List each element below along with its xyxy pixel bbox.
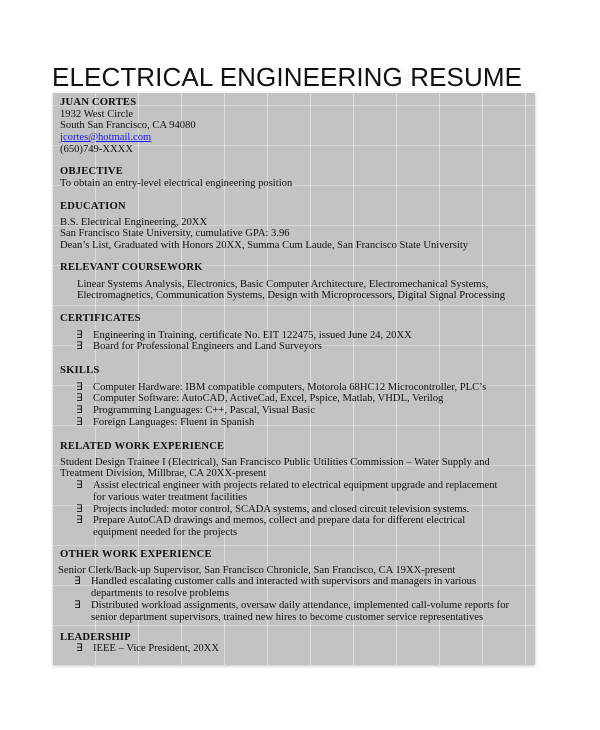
- bullet-icon: ∃: [76, 416, 83, 428]
- coursework-line: Linear Systems Analysis, Electronics, Basic Computer Architecture, Electromechanical Systems,: [77, 278, 489, 290]
- job-title: Senior Clerk/Back-up Supervisor, San Francisco Chronicle, San Francisco, CA 19XX-present: [58, 564, 456, 576]
- list-item: ∃ Prepare AutoCAD drawings and memos, collect and prepare data for different electrical equipment needed for the projects: [76, 515, 466, 538]
- bullet-icon: ∃: [76, 405, 83, 417]
- section-heading: EDUCATION: [60, 201, 126, 212]
- section-heading: RELEVANT COURSEWORK: [60, 262, 203, 273]
- bullet-icon: ∃: [74, 599, 81, 611]
- page-title: ELECTRICAL ENGINEERING RESUME: [52, 62, 523, 92]
- name: JUAN CORTES: [60, 97, 137, 108]
- list-item: ∃ Board for Professional Engineers and Land Surveyors: [76, 341, 322, 353]
- bullet-icon: ∃: [76, 515, 83, 527]
- list-item: ∃ Projects included: motor control, SCADA systems, and closed circuit television systems.: [76, 503, 470, 515]
- job-title: Student Design Trainee I (Electrical), San Francisco Public Utilities Commission – Water Supply and Treatment Division, Millbrae, CA 20XX-present: [60, 456, 490, 480]
- section-heading: LEADERSHIP: [60, 632, 131, 643]
- bullet-icon: ∃: [76, 381, 83, 393]
- phone: (650)749-XXXX: [60, 143, 133, 155]
- coursework-line: Electromagnetics, Communication Systems, Design with Microprocessors, Digital Signal Processing: [77, 290, 506, 302]
- section-heading: SKILLS: [60, 365, 100, 376]
- contact-section: [60, 97, 531, 156]
- education-line: Dean’s List, Graduated with Honors 20XX, Summa Cum Laude, San Francisco State University: [60, 240, 469, 252]
- email-link[interactable]: jcortes@hotmail.com: [60, 132, 152, 144]
- related-work-section: [60, 441, 527, 539]
- list-item: ∃ Computer Hardware: IBM compatible computers, Motorola 68HC12 Microcontroller, PLC’s: [76, 381, 487, 393]
- list-item: ∃ Foreign Languages: Fluent in Spanish: [76, 416, 255, 428]
- coursework-section: [60, 262, 531, 302]
- bullet-icon: ∃: [76, 393, 83, 405]
- education-line: San Francisco State University, cumulative GPA: 3.96: [60, 228, 290, 240]
- certificates-section: [60, 313, 531, 353]
- list-item: ∃ Assist electrical engineer with projects related to electrical equipment upgrade and replacement for various water treatment facilities: [76, 480, 498, 503]
- education-section: [60, 201, 531, 252]
- list-item: ∃ Programming Languages: C++, Pascal, Visual Basic: [76, 405, 316, 417]
- section-heading: RELATED WORK EXPERIENCE: [60, 441, 225, 452]
- objective-text: To obtain an entry-level electrical engineering position: [60, 177, 293, 189]
- education-line: B.S. Electrical Engineering, 20XX: [60, 216, 208, 228]
- address-line-1: 1932 West Circle: [60, 108, 134, 120]
- section-heading: OTHER WORK EXPERIENCE: [60, 549, 212, 560]
- list-item: ∃ Handled escalating customer calls and interacted with supervisors and managers in various departments to resolve problems: [74, 576, 477, 600]
- list-item: ∃ IEEE – Vice President, 20XX: [76, 643, 219, 654]
- leadership-section: [60, 632, 531, 655]
- bullet-icon: ∃: [76, 643, 83, 654]
- address-line-2: South San Francisco, CA 94080: [60, 120, 196, 132]
- bullet-icon: ∃: [76, 480, 83, 492]
- other-work-section: [58, 549, 527, 623]
- bullet-icon: ∃: [76, 503, 83, 515]
- section-heading: OBJECTIVE: [60, 166, 124, 177]
- bullet-icon: ∃: [74, 576, 81, 588]
- list-item: ∃ Computer Software: AutoCAD, ActiveCad, Excel, Pspice, Matlab, VHDL, Verilog: [76, 393, 444, 405]
- bullet-icon: ∃: [76, 329, 83, 341]
- list-item: ∃ Engineering in Training, certificate No. EIT 122475, issued June 24, 20XX: [76, 329, 412, 341]
- resume-page: [53, 93, 535, 665]
- objective-section: [60, 166, 531, 189]
- bullet-icon: ∃: [76, 341, 83, 353]
- skills-section: [60, 365, 531, 429]
- section-heading: CERTIFICATES: [60, 313, 141, 324]
- list-item: ∃ Distributed workload assignments, oversaw daily attendance, implemented call-volume reports for senior department supervisors, trained new hires to become customer service representatives: [74, 599, 510, 623]
